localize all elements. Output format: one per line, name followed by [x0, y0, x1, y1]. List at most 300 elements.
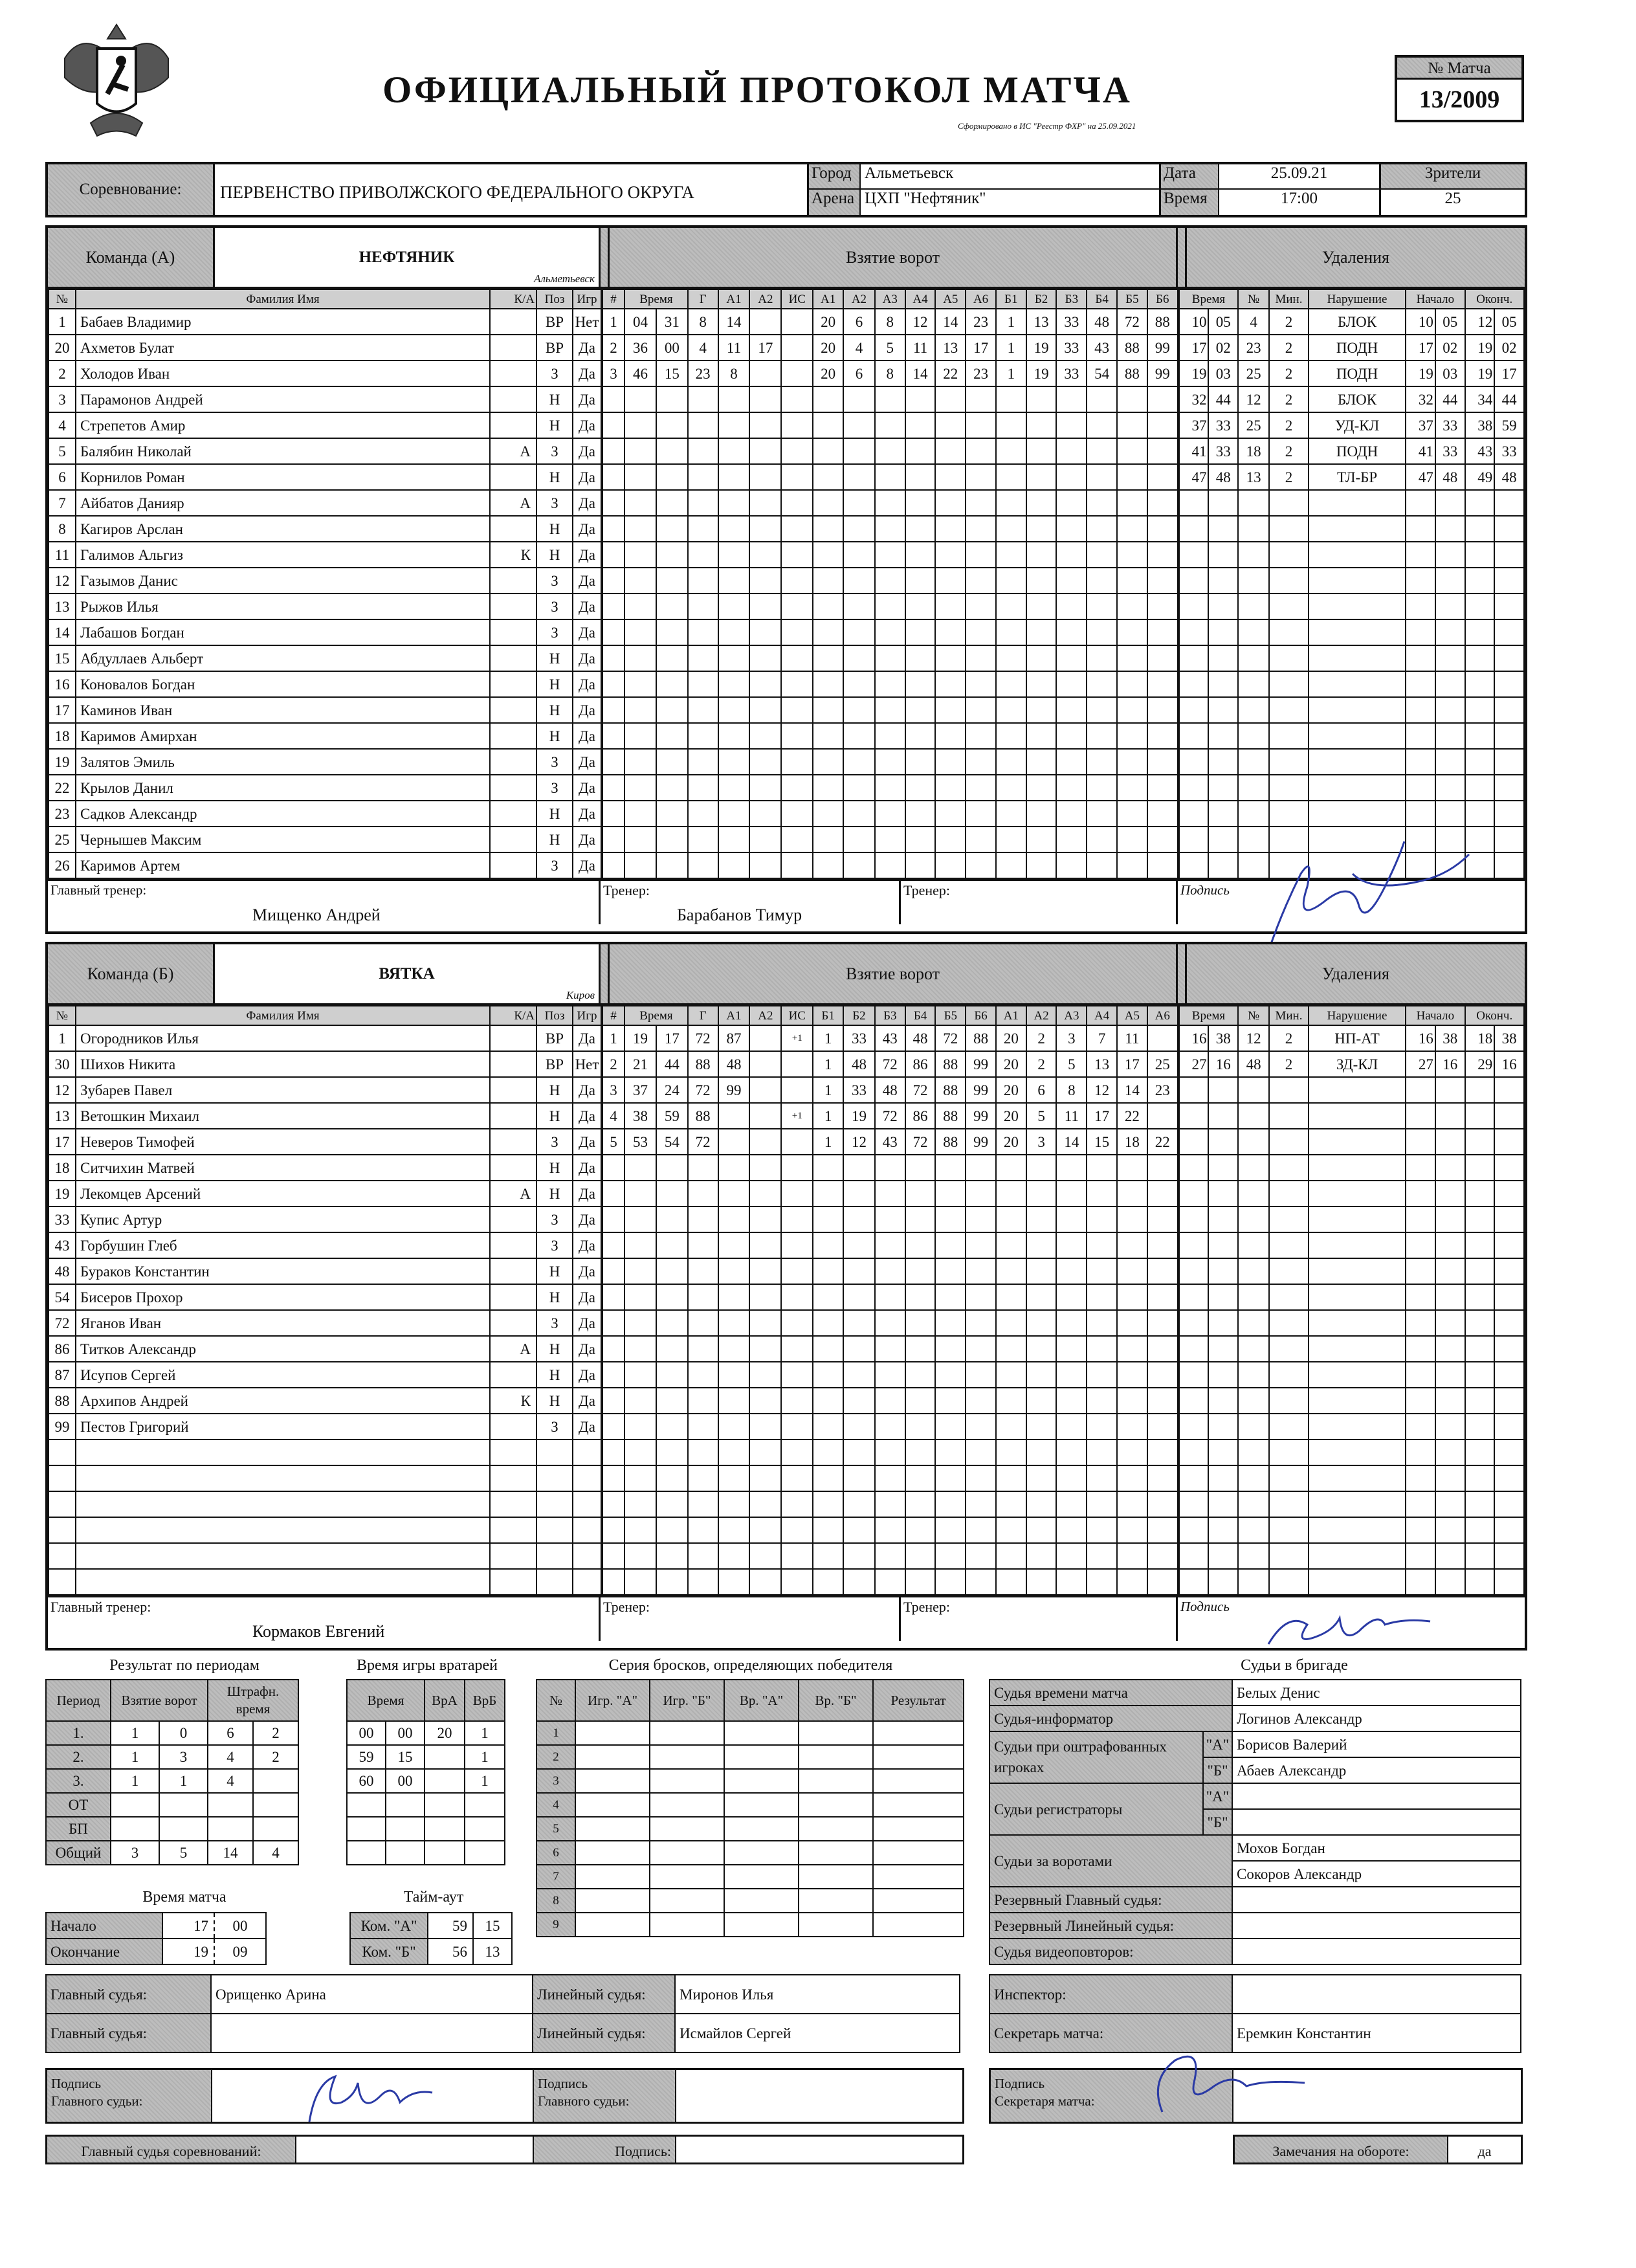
goal-cell	[688, 697, 718, 723]
goal-cell	[688, 1284, 718, 1310]
penalty-cell	[1309, 1362, 1406, 1388]
goal-cell	[656, 490, 688, 516]
player-position: ВР	[536, 1051, 573, 1077]
match-end-minutes: 09	[214, 1939, 266, 1964]
goal-cell: 23	[966, 309, 996, 335]
goal-cell	[996, 1284, 1026, 1310]
penalty-cell	[1465, 1388, 1495, 1414]
goal-cell	[625, 723, 656, 749]
penalty-cell	[1406, 671, 1435, 697]
shootout-cell	[799, 1769, 873, 1793]
goal-cell	[718, 490, 750, 516]
goal-cell	[688, 412, 718, 438]
goal-cell	[688, 1388, 718, 1414]
player-name: Газымов Данис	[76, 568, 490, 594]
goal-cell: 14	[718, 309, 750, 335]
penalty-cell	[1309, 1414, 1406, 1440]
penalty-cell	[1435, 1258, 1465, 1284]
player-position: Н	[536, 671, 573, 697]
competition-label: Соревнование:	[48, 164, 215, 215]
goal-cell	[843, 594, 875, 619]
penalty-cell	[1309, 801, 1406, 827]
goal-cell	[1147, 1025, 1178, 1051]
shootout-cell	[724, 1721, 799, 1745]
player-number: 1	[49, 1025, 76, 1051]
goal-cell	[996, 464, 1026, 490]
player-plays	[573, 1543, 601, 1569]
goal-cell	[966, 1569, 996, 1595]
player-name: Корнилов Роман	[76, 464, 490, 490]
goal-col-header: #	[602, 1006, 625, 1025]
goal-cell	[749, 1129, 781, 1155]
penalty-cell	[1208, 1388, 1238, 1414]
arena-label: Арена	[809, 190, 861, 215]
penalty-cell	[1179, 1310, 1209, 1336]
goal-cell	[1117, 1491, 1147, 1517]
penalty-cell	[1435, 1491, 1465, 1517]
goal-col-header: Б6	[1147, 289, 1178, 309]
penalty-row	[1179, 1517, 1524, 1543]
date-label: Дата	[1161, 164, 1219, 188]
penalty-row	[1179, 386, 1524, 412]
team-b-city: Киров	[566, 989, 595, 1001]
goal-cell	[935, 697, 966, 723]
penalty-cell: 05	[1494, 309, 1524, 335]
main-referee-1: Орищенко Арина	[211, 1975, 533, 2014]
goal-row	[602, 1491, 1178, 1517]
goal-cell: 99	[966, 1129, 996, 1155]
goal-cell	[749, 801, 781, 827]
goal-cell	[1117, 516, 1147, 542]
goal-cell	[781, 1232, 813, 1258]
penalty-cell: 2	[1269, 361, 1309, 386]
penalty-cell	[1269, 1362, 1309, 1388]
goal-cell	[1087, 438, 1117, 464]
player-position: З	[536, 749, 573, 775]
goal-cell	[966, 1388, 996, 1414]
goal-cell	[1087, 1569, 1117, 1595]
penalty-cell	[1406, 645, 1435, 671]
sec-sign-label-2: Секретаря матча:	[995, 2093, 1095, 2109]
penalty-cell	[1494, 671, 1524, 697]
timeout-title: Тайм-аут	[403, 1889, 464, 1906]
goalie-row	[347, 1745, 505, 1769]
goal-cell: 1	[996, 361, 1026, 386]
goal-cell: 4	[843, 335, 875, 361]
goal-cell	[875, 516, 905, 542]
penalty-cell: ПОДН	[1309, 438, 1406, 464]
penalty-cell	[1309, 568, 1406, 594]
shootout-row	[536, 1793, 964, 1817]
player-plays: Да	[573, 1103, 601, 1129]
player-position: Н	[536, 1103, 573, 1129]
penalty-cell: 10	[1406, 309, 1435, 335]
period-cell	[253, 1793, 298, 1817]
match-time-title: Время матча	[142, 1889, 227, 1906]
goalie-cell	[347, 1793, 386, 1817]
goal-cell	[656, 412, 688, 438]
player-name: Лекомцев Арсений	[76, 1181, 490, 1206]
goal-cell	[781, 386, 813, 412]
goal-cell: +1	[781, 1103, 813, 1129]
player-plays: Да	[573, 594, 601, 619]
penalty-cell	[1179, 1491, 1209, 1517]
penalty-cell: 19	[1406, 361, 1435, 386]
goal-cell	[843, 1414, 875, 1440]
penalty-cell	[1494, 775, 1524, 801]
player-row	[49, 1491, 601, 1517]
player-plays: Да	[573, 1388, 601, 1414]
goal-cell	[1056, 619, 1087, 645]
goal-cell	[1056, 723, 1087, 749]
penalty-cell	[1208, 1517, 1238, 1543]
penalty-cell	[1494, 723, 1524, 749]
goal-cell	[1117, 671, 1147, 697]
penalty-row	[1179, 1336, 1524, 1362]
goalie-cell: 60	[347, 1769, 386, 1793]
penalty-cell: 18	[1238, 438, 1269, 464]
goal-cell: 20	[813, 335, 843, 361]
penalty-cell	[1465, 568, 1495, 594]
goal-cell	[905, 1181, 936, 1206]
player-role	[490, 852, 536, 878]
penalty-cell: 33	[1208, 438, 1238, 464]
goal-cell: 4	[602, 1103, 625, 1129]
goal-cell	[718, 1336, 750, 1362]
goal-cell	[781, 1362, 813, 1388]
penalty-row	[1179, 671, 1524, 697]
goal-cell	[749, 1025, 781, 1051]
goal-cell	[813, 852, 843, 878]
shootout-cell	[724, 1913, 799, 1937]
penalty-cell	[1435, 697, 1465, 723]
goal-cell	[1147, 438, 1178, 464]
penalty-cell	[1309, 1465, 1406, 1491]
shootout-cell	[650, 1721, 724, 1745]
goal-cell	[749, 1465, 781, 1491]
goalie-row	[347, 1721, 505, 1745]
player-role	[490, 1362, 536, 1388]
goal-cell: 11	[1117, 1025, 1147, 1051]
goal-cell	[1026, 1440, 1057, 1465]
goal-cell	[875, 1414, 905, 1440]
shootout-cell	[724, 1817, 799, 1841]
goal-cell	[602, 1258, 625, 1284]
period-cell: 4	[253, 1841, 298, 1865]
player-number: 72	[49, 1310, 76, 1336]
penalty-cell	[1269, 1310, 1309, 1336]
penalty-cell	[1435, 723, 1465, 749]
shootout-cell	[724, 1889, 799, 1913]
goal-cell	[656, 594, 688, 619]
player-plays	[573, 1517, 601, 1543]
goal-row	[602, 568, 1178, 594]
goal-cell	[966, 1362, 996, 1388]
goal-cell	[966, 1232, 996, 1258]
goal-cell	[1147, 1206, 1178, 1232]
penalty-row	[1179, 1284, 1524, 1310]
goal-cell	[1026, 1336, 1057, 1362]
shootout-cell	[724, 1865, 799, 1889]
timeout-a-label: Ком. "А"	[350, 1913, 428, 1939]
player-role	[490, 1310, 536, 1336]
player-row	[49, 568, 601, 594]
goal-cell	[813, 1258, 843, 1284]
goal-cell	[781, 594, 813, 619]
penalty-row	[1179, 723, 1524, 749]
penalty-cell	[1269, 516, 1309, 542]
goal-cell	[749, 361, 781, 386]
player-number: 19	[49, 1181, 76, 1206]
goal-cell	[781, 1258, 813, 1284]
goal-cell: 8	[1056, 1077, 1087, 1103]
player-row	[49, 723, 601, 749]
goal-cell	[656, 438, 688, 464]
penalty-cell: 10	[1179, 309, 1209, 335]
penalty-cell	[1465, 671, 1495, 697]
penalty-cell	[1179, 1258, 1209, 1284]
penalty-cell: 33	[1208, 412, 1238, 438]
goal-cell	[688, 516, 718, 542]
shootout-col-header: Вр. "А"	[724, 1680, 799, 1721]
penalty-cell	[1238, 516, 1269, 542]
goal-cell	[966, 671, 996, 697]
goalie-cell: 20	[425, 1721, 465, 1745]
goal-cell	[602, 1284, 625, 1310]
page-title: ОФИЦИАЛЬНЫЙ ПРОТОКОЛ МАТЧА	[382, 69, 1132, 111]
goal-cell: 43	[875, 1025, 905, 1051]
goalie-cell	[425, 1793, 465, 1817]
penalty-cell	[1238, 723, 1269, 749]
goal-cell	[1087, 516, 1117, 542]
penalty-cell: 43	[1465, 438, 1495, 464]
player-name: Зубарев Павел	[76, 1077, 490, 1103]
player-name: Каримов Артем	[76, 852, 490, 878]
goal-col-header: Б3	[1056, 289, 1087, 309]
penalty-cell: 16	[1179, 1025, 1209, 1051]
goal-cell	[1117, 1569, 1147, 1595]
goal-cell	[905, 671, 936, 697]
goal-row	[602, 1077, 1178, 1103]
penalty-row	[1179, 361, 1524, 386]
penalty-cell: 16	[1406, 1025, 1435, 1051]
goal-cell	[935, 1543, 966, 1569]
penalty-cell	[1494, 1284, 1524, 1310]
goal-cell	[781, 1465, 813, 1491]
penalty-cell: 37	[1406, 412, 1435, 438]
goal-cell	[1056, 412, 1087, 438]
goalie-cell	[386, 1817, 425, 1841]
shootout-row	[536, 1913, 964, 1937]
goal-cell	[1026, 852, 1057, 878]
goal-col-header: ИС	[781, 289, 813, 309]
penalty-cell	[1406, 1569, 1435, 1595]
penalty-cell	[1238, 697, 1269, 723]
penalty-cell	[1309, 490, 1406, 516]
penalty-cell	[1269, 671, 1309, 697]
goal-cell	[688, 749, 718, 775]
penalty-cell	[1179, 671, 1209, 697]
penalty-cell	[1269, 1077, 1309, 1103]
goal-cell	[781, 1388, 813, 1414]
shootout-cell	[650, 1913, 724, 1937]
penalty-cell: 17	[1494, 361, 1524, 386]
goal-cell	[1056, 1310, 1087, 1336]
goal-cell	[781, 1206, 813, 1232]
goal-cell	[1056, 671, 1087, 697]
goal-cell	[875, 1181, 905, 1206]
team-a-signature-label: Подпись	[1180, 882, 1230, 898]
goal-cell	[625, 1569, 656, 1595]
player-position: Н	[536, 1077, 573, 1103]
shootout-cell	[799, 1841, 873, 1865]
goal-cell: 43	[875, 1129, 905, 1155]
penalty-cell	[1238, 671, 1269, 697]
goal-cell	[1147, 1155, 1178, 1181]
goal-cell	[1026, 1258, 1057, 1284]
penalty-cell	[1208, 1362, 1238, 1388]
player-position: Н	[536, 1336, 573, 1362]
goal-cell: 36	[625, 335, 656, 361]
goal-cell	[688, 1362, 718, 1388]
goal-cell	[602, 412, 625, 438]
shootout-col-header: Вр. "Б"	[799, 1680, 873, 1721]
penalty-row	[1179, 697, 1524, 723]
goal-cell	[749, 1336, 781, 1362]
player-name	[76, 1440, 490, 1465]
goal-cell	[749, 490, 781, 516]
penalty-col-header: Нарушение	[1309, 289, 1406, 309]
player-position: Н	[536, 697, 573, 723]
goal-cell	[602, 1310, 625, 1336]
player-name: Пестов Григорий	[76, 1414, 490, 1440]
goal-cell	[875, 1155, 905, 1181]
goal-row	[602, 1051, 1178, 1077]
goal-cell	[1117, 542, 1147, 568]
penalty-cell	[1494, 749, 1524, 775]
shootout-cell	[575, 1841, 650, 1865]
penalty-cell: 02	[1494, 335, 1524, 361]
team-b-label: Команда (Б)	[48, 944, 215, 1003]
goal-cell	[875, 1310, 905, 1336]
penalty-cell	[1406, 594, 1435, 619]
penalty-cell	[1494, 619, 1524, 645]
goal-cell	[813, 1388, 843, 1414]
shootout-table	[536, 1679, 964, 1937]
penalty-cell	[1238, 1232, 1269, 1258]
goal-cell	[718, 619, 750, 645]
player-position: ВР	[536, 309, 573, 335]
goal-cell	[966, 516, 996, 542]
goal-cell	[875, 1465, 905, 1491]
goal-cell: 31	[656, 309, 688, 335]
penalty-cell	[1406, 1465, 1435, 1491]
goal-cell	[1056, 1284, 1087, 1310]
player-number: 17	[49, 1129, 76, 1155]
penalty-cell	[1238, 749, 1269, 775]
goal-cell	[1087, 1414, 1117, 1440]
team-a-head-coach-label: Главный тренер:	[50, 882, 147, 898]
penalty-cell	[1269, 1103, 1309, 1129]
arena-value: ЦХП "Нефтяник"	[861, 190, 1161, 215]
shootout-cell	[873, 1817, 964, 1841]
player-plays: Да	[573, 645, 601, 671]
penalty-cell	[1494, 1129, 1524, 1155]
player-position	[536, 1517, 573, 1543]
goal-cell	[1087, 671, 1117, 697]
player-row	[49, 645, 601, 671]
goal-cell	[688, 1517, 718, 1543]
shootout-cell	[575, 1889, 650, 1913]
penalty-cell	[1406, 1181, 1435, 1206]
goal-cell	[1026, 645, 1057, 671]
player-row	[49, 1310, 601, 1336]
goal-cell	[656, 1465, 688, 1491]
team-b-signature	[1262, 1599, 1456, 1657]
penalty-row	[1179, 309, 1524, 335]
penalty-cell	[1238, 1388, 1269, 1414]
goal-row	[602, 1517, 1178, 1543]
main-referee-2	[211, 2014, 533, 2052]
goal-cell	[966, 464, 996, 490]
goal-cell	[656, 1362, 688, 1388]
goal-row	[602, 1388, 1178, 1414]
penalty-cell	[1465, 1310, 1495, 1336]
player-role	[490, 412, 536, 438]
penalty-cell	[1435, 1362, 1465, 1388]
goal-cell	[602, 594, 625, 619]
penalty-cell	[1179, 1232, 1209, 1258]
penalty-cell	[1208, 619, 1238, 645]
goal-cell	[718, 645, 750, 671]
goal-cell	[1117, 827, 1147, 852]
player-plays: Да	[573, 619, 601, 645]
goal-cell	[656, 1232, 688, 1258]
player-row	[49, 386, 601, 412]
goalie-cell: 1	[465, 1769, 505, 1793]
shootout-cell	[873, 1841, 964, 1865]
goal-cell	[781, 1310, 813, 1336]
player-row	[49, 1155, 601, 1181]
goal-cell	[905, 594, 936, 619]
shootout-number: 7	[536, 1865, 575, 1889]
penalty-cell	[1208, 1181, 1238, 1206]
registrar-b	[1232, 1809, 1521, 1835]
period-cell: 4	[208, 1745, 253, 1769]
goal-cell: 12	[843, 1129, 875, 1155]
goal-cell	[996, 516, 1026, 542]
goal-cell	[1087, 1491, 1117, 1517]
goal-cell	[875, 490, 905, 516]
player-plays	[573, 1465, 601, 1491]
goal-cell	[1087, 1181, 1117, 1206]
goal-cell	[602, 1491, 625, 1517]
goal-cell: 11	[1056, 1103, 1087, 1129]
goal-cell	[1117, 697, 1147, 723]
goal-cell: 37	[625, 1077, 656, 1103]
goal-row	[602, 1206, 1178, 1232]
goal-cell	[625, 568, 656, 594]
penalty-cell: 19	[1465, 335, 1495, 361]
player-name: Парамонов Андрей	[76, 386, 490, 412]
goal-cell	[996, 645, 1026, 671]
goal-cell	[625, 542, 656, 568]
period-cell: 3	[159, 1745, 208, 1769]
player-position: ВР	[536, 1025, 573, 1051]
goal-cell	[1056, 1543, 1087, 1569]
notes-box	[1233, 2135, 1523, 2164]
goal-cell	[1117, 1336, 1147, 1362]
